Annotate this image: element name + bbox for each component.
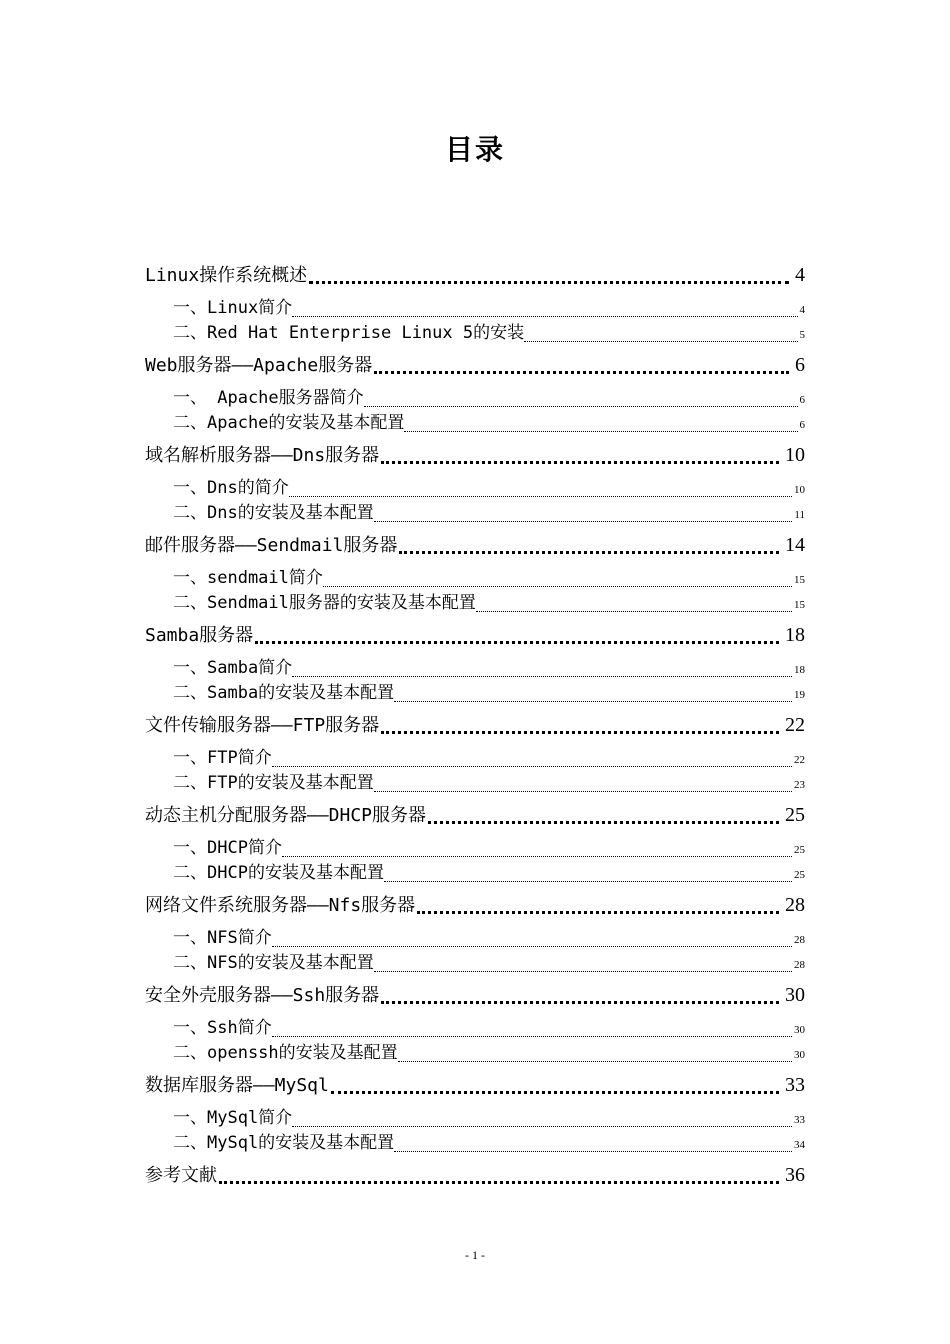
toc-section-entry[interactable] xyxy=(145,530,805,560)
toc-section-entry[interactable] xyxy=(145,1160,805,1190)
toc-page-number: 30 xyxy=(785,984,805,1006)
dot-leader xyxy=(292,316,797,317)
dot-leader xyxy=(399,551,779,554)
toc-page-number: 30 xyxy=(794,1024,805,1036)
toc-section-entry[interactable] xyxy=(145,980,805,1010)
toc-page-number: 22 xyxy=(785,714,805,736)
toc-subsection-entry[interactable] xyxy=(145,501,805,526)
toc-subsection-title: 二、Apache的安装及基本配置 xyxy=(173,413,405,433)
toc-subsection-title: 一、sendmail简介 xyxy=(173,568,323,588)
dot-leader xyxy=(428,821,779,824)
toc-page-number: 6 xyxy=(799,419,805,431)
dot-leader xyxy=(289,496,792,497)
toc-subsection-entry[interactable] xyxy=(145,926,805,951)
toc-page-number: 18 xyxy=(785,624,805,646)
toc-section-title: Linux操作系统概述 xyxy=(145,265,308,286)
toc-subsection-title: 二、openssh的安装及基配置 xyxy=(173,1043,398,1063)
toc-page-number: 28 xyxy=(794,934,805,946)
dot-leader xyxy=(374,971,792,972)
toc-section-entry[interactable] xyxy=(145,350,805,380)
toc-section-title: 邮件服务器——Sendmail服务器 xyxy=(145,535,398,556)
toc-page-number: 4 xyxy=(795,264,805,286)
toc-section-title: 参考文献 xyxy=(145,1165,217,1186)
toc-subsection-title: 一、MySql简介 xyxy=(173,1108,293,1128)
toc-subsection-entry[interactable] xyxy=(145,411,805,436)
toc-subsection-entry[interactable] xyxy=(145,1106,805,1131)
toc-section-entry[interactable] xyxy=(145,800,805,830)
table-of-contents xyxy=(145,256,805,1190)
dot-leader xyxy=(524,341,797,342)
toc-subsection-entry[interactable] xyxy=(145,951,805,976)
toc-page-number: 6 xyxy=(799,394,805,406)
toc-subsection-entry[interactable] xyxy=(145,681,805,706)
toc-section-title: 数据库服务器——MySql xyxy=(145,1075,329,1096)
toc-section-entry[interactable] xyxy=(145,710,805,740)
toc-subsection-entry[interactable] xyxy=(145,861,805,886)
toc-page-number: 22 xyxy=(794,754,805,766)
toc-subsection-entry[interactable] xyxy=(145,591,805,616)
toc-page-number: 15 xyxy=(794,599,805,611)
toc-page-number: 28 xyxy=(794,959,805,971)
toc-page-number: 5 xyxy=(799,329,805,341)
toc-subsection-title: 一、NFS简介 xyxy=(173,928,272,948)
toc-page-number: 11 xyxy=(794,509,805,521)
toc-subsection-title: 二、Red Hat Enterprise Linux 5的安装 xyxy=(173,323,525,343)
toc-subsection-entry[interactable] xyxy=(145,1041,805,1066)
toc-page-number: 36 xyxy=(785,1164,805,1186)
toc-page-number: 10 xyxy=(785,444,805,466)
dot-leader xyxy=(381,461,779,464)
toc-page-number: 14 xyxy=(785,534,805,556)
toc-section-title: 安全外壳服务器——Ssh服务器 xyxy=(145,985,380,1006)
toc-subsection-title: 一、Samba简介 xyxy=(173,658,293,678)
toc-subsection-entry[interactable] xyxy=(145,1131,805,1156)
toc-page-number: 28 xyxy=(785,894,805,916)
toc-subsection-title: 一、FTP简介 xyxy=(173,748,272,768)
dot-leader xyxy=(292,676,792,677)
toc-page-number: 18 xyxy=(794,664,805,676)
toc-subsection-title: 二、NFS的安装及基本配置 xyxy=(173,953,374,973)
dot-leader xyxy=(394,1151,792,1152)
dot-leader xyxy=(282,856,792,857)
toc-page-number: 6 xyxy=(795,354,805,376)
toc-page-number: 4 xyxy=(799,304,805,316)
dot-leader xyxy=(272,766,792,767)
toc-section-title: 文件传输服务器——FTP服务器 xyxy=(145,715,380,736)
toc-subsection-title: 二、Samba的安装及基本配置 xyxy=(173,683,395,703)
toc-subsection-entry[interactable] xyxy=(145,836,805,861)
toc-page-number: 25 xyxy=(785,804,805,826)
toc-page-number: 33 xyxy=(785,1074,805,1096)
toc-subsection-entry[interactable] xyxy=(145,386,805,411)
dot-leader xyxy=(292,1126,792,1127)
toc-subsection-title: 一、 Apache服务器简介 xyxy=(173,388,364,408)
toc-page-number: 15 xyxy=(794,574,805,586)
toc-section-entry[interactable] xyxy=(145,260,805,290)
dot-leader xyxy=(272,1036,792,1037)
toc-subsection-title: 一、Linux简介 xyxy=(173,298,293,318)
toc-section-title: 域名解析服务器——Dns服务器 xyxy=(145,445,380,466)
toc-section-title: Web服务器——Apache服务器 xyxy=(145,355,373,376)
dot-leader xyxy=(272,946,792,947)
dot-leader xyxy=(331,1091,779,1094)
toc-section-entry[interactable] xyxy=(145,890,805,920)
toc-page-number: 34 xyxy=(794,1139,805,1151)
dot-leader xyxy=(374,791,792,792)
toc-page-number: 23 xyxy=(794,779,805,791)
toc-subsection-title: 二、Sendmail服务器的安装及基本配置 xyxy=(173,593,476,613)
page-title: 目录 xyxy=(444,133,505,166)
dot-leader xyxy=(404,431,797,432)
toc-subsection-title: 一、DHCP简介 xyxy=(173,838,282,858)
toc-page-number: 25 xyxy=(794,844,805,856)
toc-section-entry[interactable] xyxy=(145,620,805,650)
toc-section-title: 网络文件系统服务器——Nfs服务器 xyxy=(145,895,416,916)
toc-subsection-title: 二、FTP的安装及基本配置 xyxy=(173,773,374,793)
dot-leader xyxy=(417,911,779,914)
toc-page-number: 10 xyxy=(794,484,805,496)
toc-section-entry[interactable] xyxy=(145,440,805,470)
toc-page-number: 33 xyxy=(794,1114,805,1126)
toc-subsection-title: 二、MySql的安装及基本配置 xyxy=(173,1133,395,1153)
toc-page-number: 30 xyxy=(794,1049,805,1061)
toc-subsection-entry[interactable] xyxy=(145,321,805,346)
dot-leader xyxy=(381,731,779,734)
toc-section-entry[interactable] xyxy=(145,1070,805,1100)
dot-leader xyxy=(219,1181,779,1184)
toc-subsection-entry[interactable] xyxy=(145,771,805,796)
dot-leader xyxy=(255,641,779,644)
dot-leader xyxy=(398,1061,792,1062)
dot-leader xyxy=(374,371,789,374)
toc-subsection-entry[interactable] xyxy=(145,656,805,681)
dot-leader xyxy=(364,406,798,407)
dot-leader xyxy=(374,521,793,522)
toc-subsection-entry[interactable] xyxy=(145,296,805,321)
page-number: - 1 - xyxy=(465,1248,485,1262)
dot-leader xyxy=(384,881,792,882)
dot-leader xyxy=(323,586,792,587)
toc-subsection-entry[interactable] xyxy=(145,476,805,501)
toc-section-title: 动态主机分配服务器——DHCP服务器 xyxy=(145,805,427,826)
toc-section-title: Samba服务器 xyxy=(145,625,254,646)
toc-subsection-entry[interactable] xyxy=(145,566,805,591)
toc-subsection-title: 二、DHCP的安装及基本配置 xyxy=(173,863,384,883)
toc-subsection-title: 二、Dns的安装及基本配置 xyxy=(173,503,374,523)
dot-leader xyxy=(394,701,792,702)
dot-leader xyxy=(381,1001,779,1004)
toc-page-number: 25 xyxy=(794,869,805,881)
dot-leader xyxy=(309,281,789,284)
dot-leader xyxy=(476,611,792,612)
toc-subsection-title: 一、Dns的简介 xyxy=(173,478,289,498)
toc-page-number: 19 xyxy=(794,689,805,701)
toc-subsection-entry[interactable] xyxy=(145,746,805,771)
toc-subsection-entry[interactable] xyxy=(145,1016,805,1041)
toc-subsection-title: 一、Ssh简介 xyxy=(173,1018,272,1038)
